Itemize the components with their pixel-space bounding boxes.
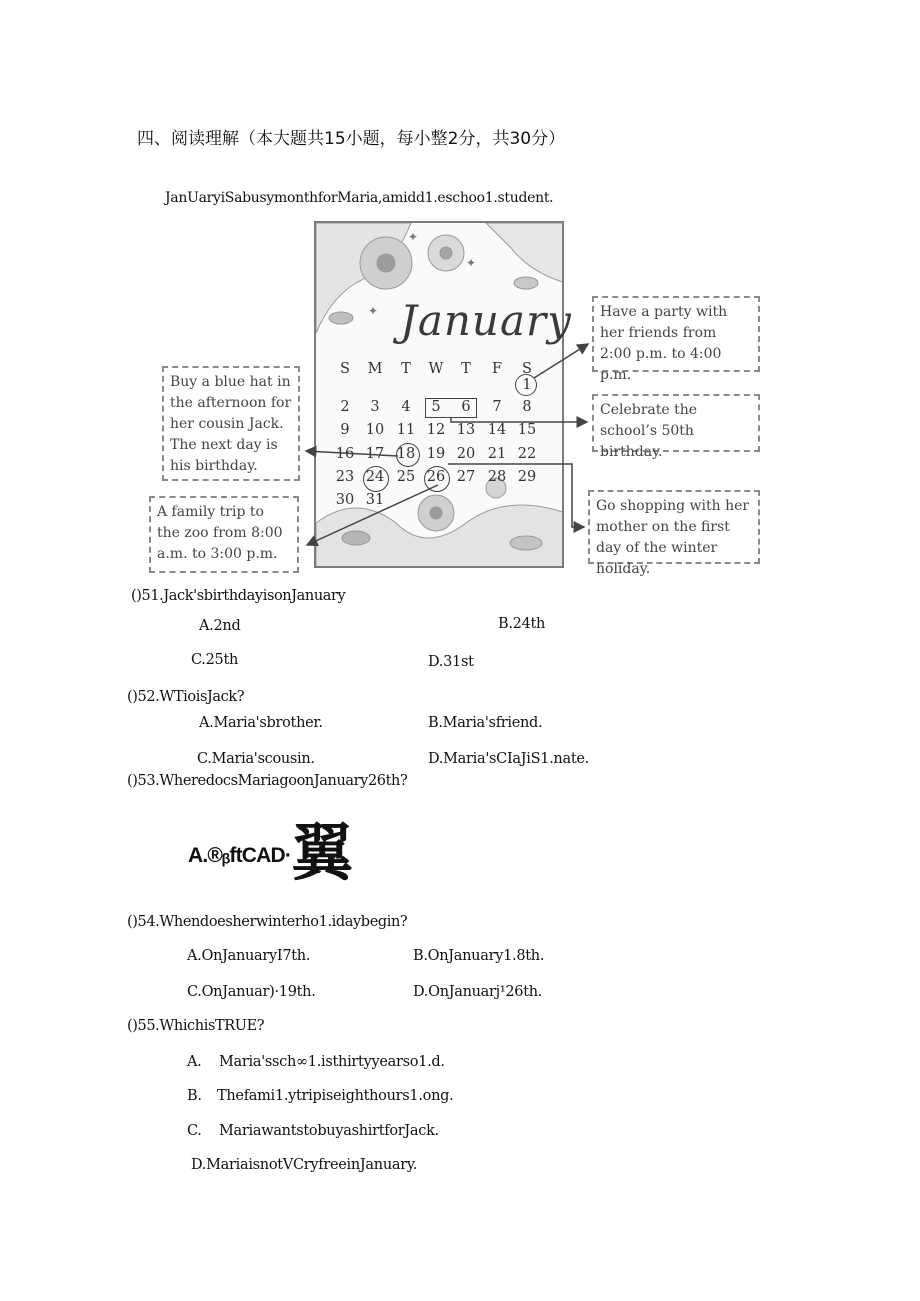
note-hat: Buy a blue hat in the afternoon for her cousin Jack. The next day is his birthday. [162,366,300,481]
calendar-day: 11 [396,422,416,439]
weekday-header: S [522,361,532,377]
calendar-day: 12 [426,422,446,439]
calendar-day: 31 [365,492,385,509]
weekday-header: M [367,361,383,377]
weekday-header: T [401,361,411,377]
arrow-to-celebrate [451,418,587,422]
calendar-day: 26 [426,468,446,485]
calendar-day: 25 [396,468,416,485]
q52-option-c: C.Maria'scousin. [197,751,315,767]
weekday-header: S [340,361,350,377]
svg-text:✦: ✦ [408,230,419,244]
q55-option-c: MariawantstobuyashirtforJack. [219,1123,439,1139]
calendar-day: 8 [522,399,532,415]
calendar-day: 19 [426,445,446,462]
q55-option-a-letter: A. [187,1054,202,1070]
calendar-day: 18 [396,445,416,462]
svg-text:✦: ✦ [466,256,477,270]
q55-option-b: Thefami1.ytripiseighthours1.ong. [217,1088,454,1104]
calendar-day: 29 [517,468,537,485]
calendar-day: 5 [431,399,441,415]
arrow-to-hat [306,451,398,456]
q53-garbled-options [188,816,354,889]
weekday-header: W [428,361,444,377]
arrow-to-trip [307,485,438,545]
q53-garbled-text: A.®ᵦftCAD· [188,844,292,867]
calendar-day: 21 [487,445,507,462]
calendar-day: 24 [365,468,385,485]
q51-option-a: A.2nd [199,618,241,634]
q52-option-a: A.Maria'sbrother. [199,715,323,731]
calendar-day: 4 [401,399,411,415]
calendar-day: 7 [492,399,502,415]
calendar-day: 9 [340,422,350,439]
calendar-day: 17 [365,445,385,462]
calendar-day: 10 [365,422,385,439]
q51-stem: ()51.Jack'sbirthdayisonJanuary [131,588,346,604]
weekday-header: F [491,361,503,377]
arrow-to-shopping [448,464,584,527]
q52-stem: ()52.WTioisJack? [127,689,245,705]
calendar-day: 14 [487,422,507,439]
calendar-day: 16 [335,445,355,462]
calendar-day: 20 [456,445,476,462]
calendar-day: 3 [370,399,380,415]
q51-option-c: C.25th [191,652,239,668]
note-trip: A family trip to the zoo from 8:00 a.m. to 3:00 p.m. [149,496,299,573]
calendar-day: 13 [456,422,476,439]
calendar-day: 23 [335,468,355,485]
q51-option-d: D.31st [428,654,474,670]
q54-option-b: B.OnJanuary1.8th. [413,948,545,964]
section-heading: 四、阅读理解（本大题共15小题，每小整2分，共30分） [137,129,566,149]
q55-option-b-letter: B. [187,1088,202,1104]
weekday-header: T [461,361,471,377]
q54-option-c: C.OnJanuar)·19th. [187,984,316,1000]
q55-stem: ()55.WhichisTRUE? [127,1018,265,1034]
passage-intro: JanUaryiSabusymonthforMaria,amidd1.eschoo1.student. [165,190,554,206]
q53-stem: ()53.WheredocsMariagoonJanuary26th? [127,773,408,789]
note-celebrate: Celebrate the school’s 50th birthday. [592,394,760,452]
calendar-day: 27 [456,468,476,485]
q55-option-a: Maria'ssch∞1.isthirtyyearso1.d. [219,1054,445,1070]
calendar-title: January [400,296,572,345]
calendar-day: 1 [522,377,532,393]
calendar-day: 15 [517,422,537,439]
q53-garbled-char: 翼 [291,816,354,889]
q51-option-b: B.24th [498,616,546,632]
q52-option-b: B.Maria'sfriend. [428,715,543,731]
calendar-day: 28 [487,468,507,485]
q54-option-a: A.OnJanuaryI7th. [187,948,311,964]
q54-option-d: D.OnJanuarj¹26th. [413,984,543,1000]
calendar-day: 2 [340,399,350,415]
q54-stem: ()54.Whendoesherwinterho1.idaybegin? [127,914,408,930]
svg-text:✦: ✦ [368,304,379,318]
calendar-day: 22 [517,445,537,462]
note-party: Have a party with her friends from 2:00 p.m. to 4:00 p.m. [592,296,760,372]
q55-option-d: D.MariaisnotVCryfreeinJanuary. [191,1157,418,1173]
arrow-to-party [534,344,588,378]
note-shopping: Go shopping with her mother on the first day of the winter holiday. [588,490,760,564]
calendar-day: 30 [335,492,355,509]
q52-option-d: D.Maria'sCIaJiS1.nate. [428,751,589,767]
q55-option-c-letter: C. [187,1123,202,1139]
calendar-day: 6 [461,399,471,415]
